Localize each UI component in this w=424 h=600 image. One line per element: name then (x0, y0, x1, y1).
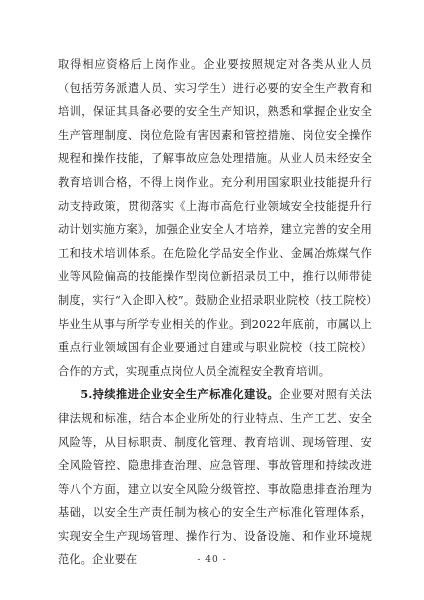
paragraph-continuation: 取得相应资格后上岗作业。企业要按照规定对各类从业人员（包括劳务派遣人员、实习学生）进行必要的安全生产教育和培训，保证其具备必要的安全生产知识，熟悉和掌握企业安全生产管理制度、岗位危险有害因素和管控措施、岗位安全操作规程和操作技能，了解事故应急处理措施。从业人员未经安全教育培训合格，不得上岗作业。充分利用国家职业技能提升行动支持政策，贯彻落实《上海市高危行业领域安全技能提升行动计划实施方案》，加强企业安全人才培养，建立完善的安全用工和技术培训体系。在危险化学品安全作业、金属冶炼煤气作业等风险偏高的技能操作型岗位新招录员工中，推行以师带徒制度，实行“入企即入校”。鼓励企业招录职业院校（技工院校）毕业生从事与所学专业相关的作业。到2022年底前，市属以上重点行业领域国有企业要通过自建或与职业院校（技工院校）合作的方式，实现重点岗位人员全流程安全教育培训。 (58, 58, 372, 378)
page-number: - 40 - (197, 555, 227, 565)
section-body: 企业要对照有关法律法规和标准，结合本企业所处的行业特点、生产工艺、安全风险等，从目标职责、制度化管理、教育培训、现场管理、安全风险管控、隐患排查治理、应急管理、事故管理和持续改进等八个方面，建立以安全风险分级管控、事故隐患排查治理为基础，以安全生产责任制为核心的安全生产标准化管理体系，实现安全生产现场管理、操作行为、设备设施、和作业环境规范化。企业要在 (58, 388, 373, 567)
paragraph-section-5 (58, 383, 372, 572)
section-heading: 5.持续推进企业安全生产标准化建设。 (80, 387, 280, 402)
document-body (58, 53, 372, 572)
